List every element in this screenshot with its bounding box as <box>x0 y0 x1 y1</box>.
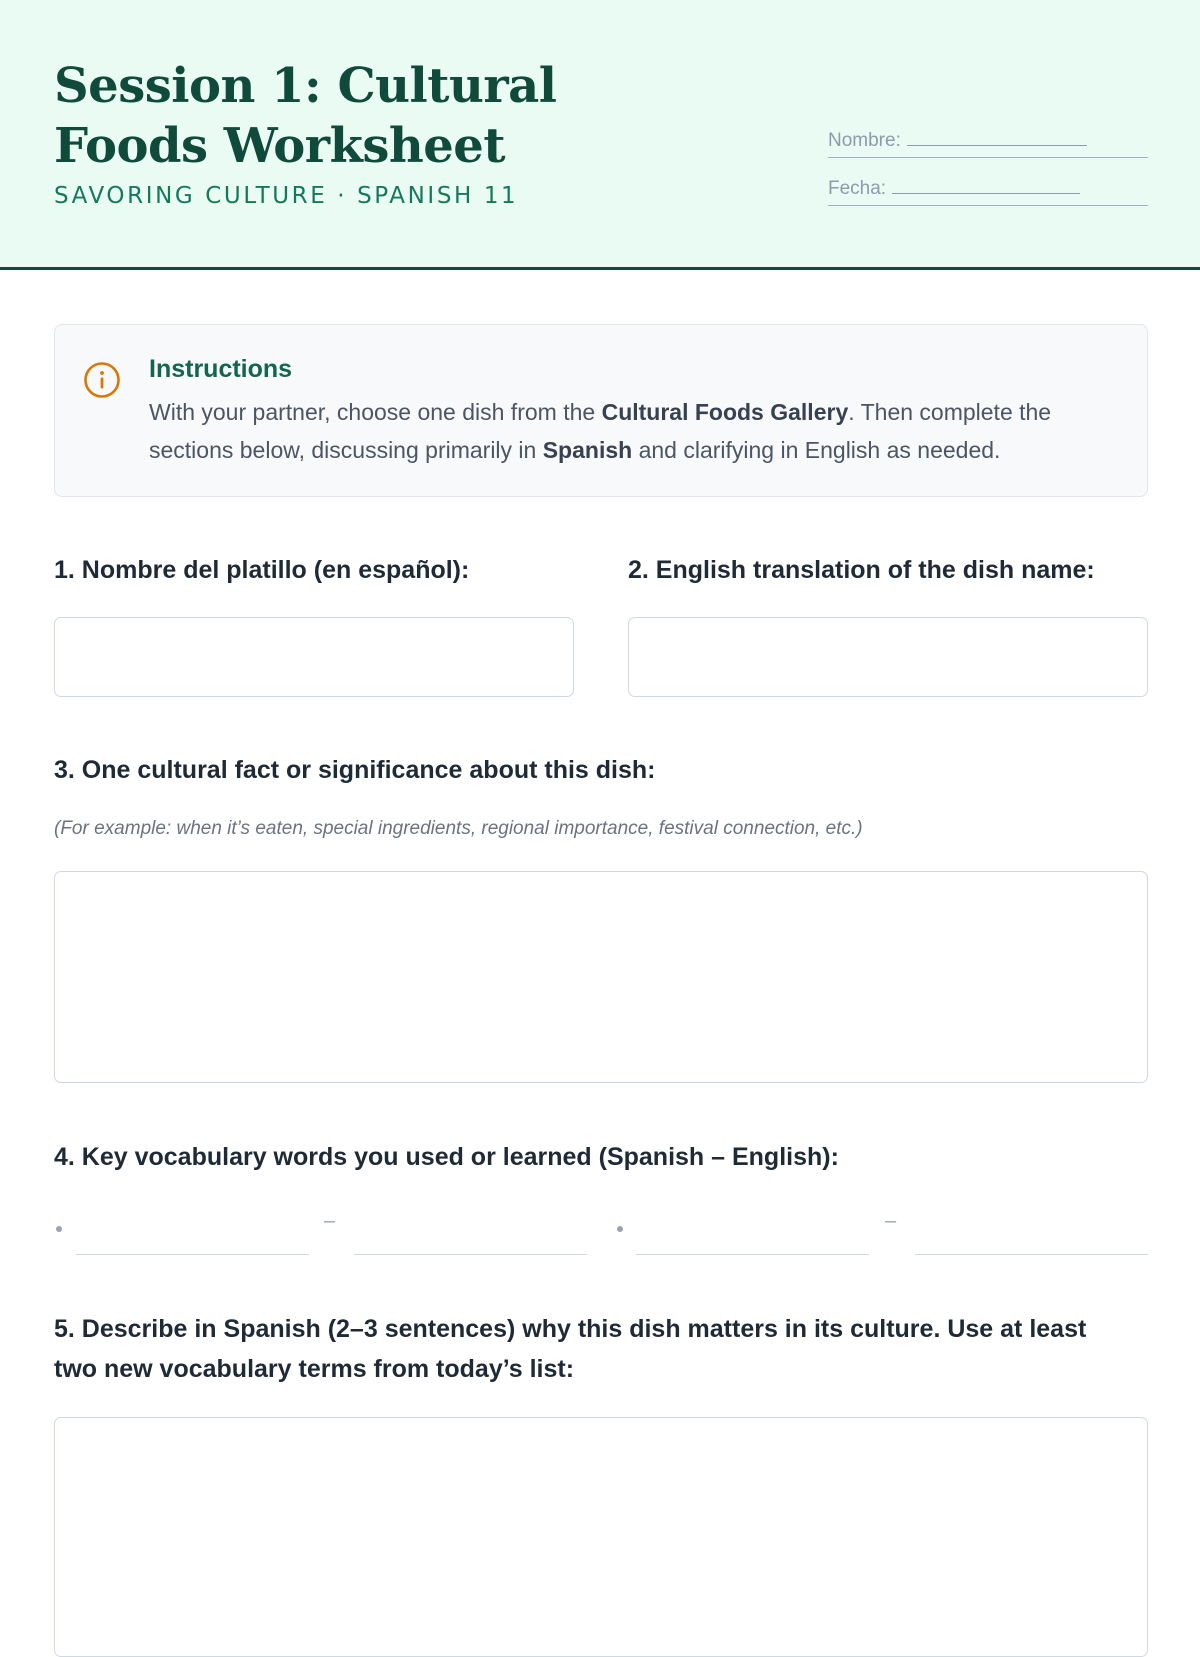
question-3-label: 3. One cultural fact or significance about this dish: <box>54 756 656 784</box>
vocab-separator: – <box>885 1210 897 1232</box>
name-field[interactable] <box>828 130 1148 158</box>
name-label: Nombre: <box>828 130 901 151</box>
question-2-label: 2. English translation of the dish name: <box>628 556 1095 584</box>
instructions-text-part1: With your partner, choose one dish from the <box>149 399 602 425</box>
vocabulary-row <box>54 1200 1148 1260</box>
question-4-label: 4. Key vocabulary words you used or learned (Spanish – English): <box>54 1143 839 1171</box>
vocab-separator: – <box>324 1210 336 1232</box>
instructions-bold-spanish: Spanish <box>542 437 633 463</box>
instructions-title: Instructions <box>149 355 293 383</box>
instructions-bold-gallery: Cultural Foods Gallery <box>601 399 849 425</box>
question-3-hint: (For example: when it’s eaten, special ingredients, regional importance, festival connection, etc.) <box>54 818 863 839</box>
info-circle-icon <box>83 361 121 399</box>
instructions-text-part2: . Then complete the sections below, discussing primarily in <box>149 399 1052 463</box>
instructions-box <box>54 324 1148 497</box>
date-field[interactable] <box>828 178 1148 206</box>
vocab-bullet-icon <box>56 1226 62 1232</box>
date-blank[interactable] <box>892 178 1080 194</box>
cultural-fact-textarea[interactable] <box>54 871 1148 1083</box>
instructions-text-part3: and clarifying in English as needed. <box>632 437 1001 463</box>
dish-name-english-input[interactable] <box>628 617 1148 697</box>
vocab-english-blank-1[interactable] <box>354 1254 587 1255</box>
vocab-spanish-blank-2[interactable] <box>636 1254 869 1255</box>
page-title: Session 1: Cultural Foods Worksheet <box>54 58 557 174</box>
vocab-english-blank-2[interactable] <box>915 1254 1148 1255</box>
name-blank[interactable] <box>907 130 1087 146</box>
dish-name-spanish-input[interactable] <box>54 617 574 697</box>
vocab-spanish-blank-1[interactable] <box>76 1254 309 1255</box>
vocab-bullet-icon <box>617 1226 623 1232</box>
question-5-label: 5. Describe in Spanish (2–3 sentences) why this dish matters in its culture. Use at least two new vocabulary terms from today’s list: <box>54 1315 1087 1383</box>
cultural-description-textarea[interactable] <box>54 1417 1148 1657</box>
worksheet-header <box>0 0 1200 270</box>
course-subtitle: SAVORING CULTURE · SPANISH 11 <box>54 183 519 209</box>
instructions-text <box>149 393 1109 469</box>
question-1-label: 1. Nombre del platillo (en español): <box>54 556 470 584</box>
date-label: Fecha: <box>828 178 887 199</box>
